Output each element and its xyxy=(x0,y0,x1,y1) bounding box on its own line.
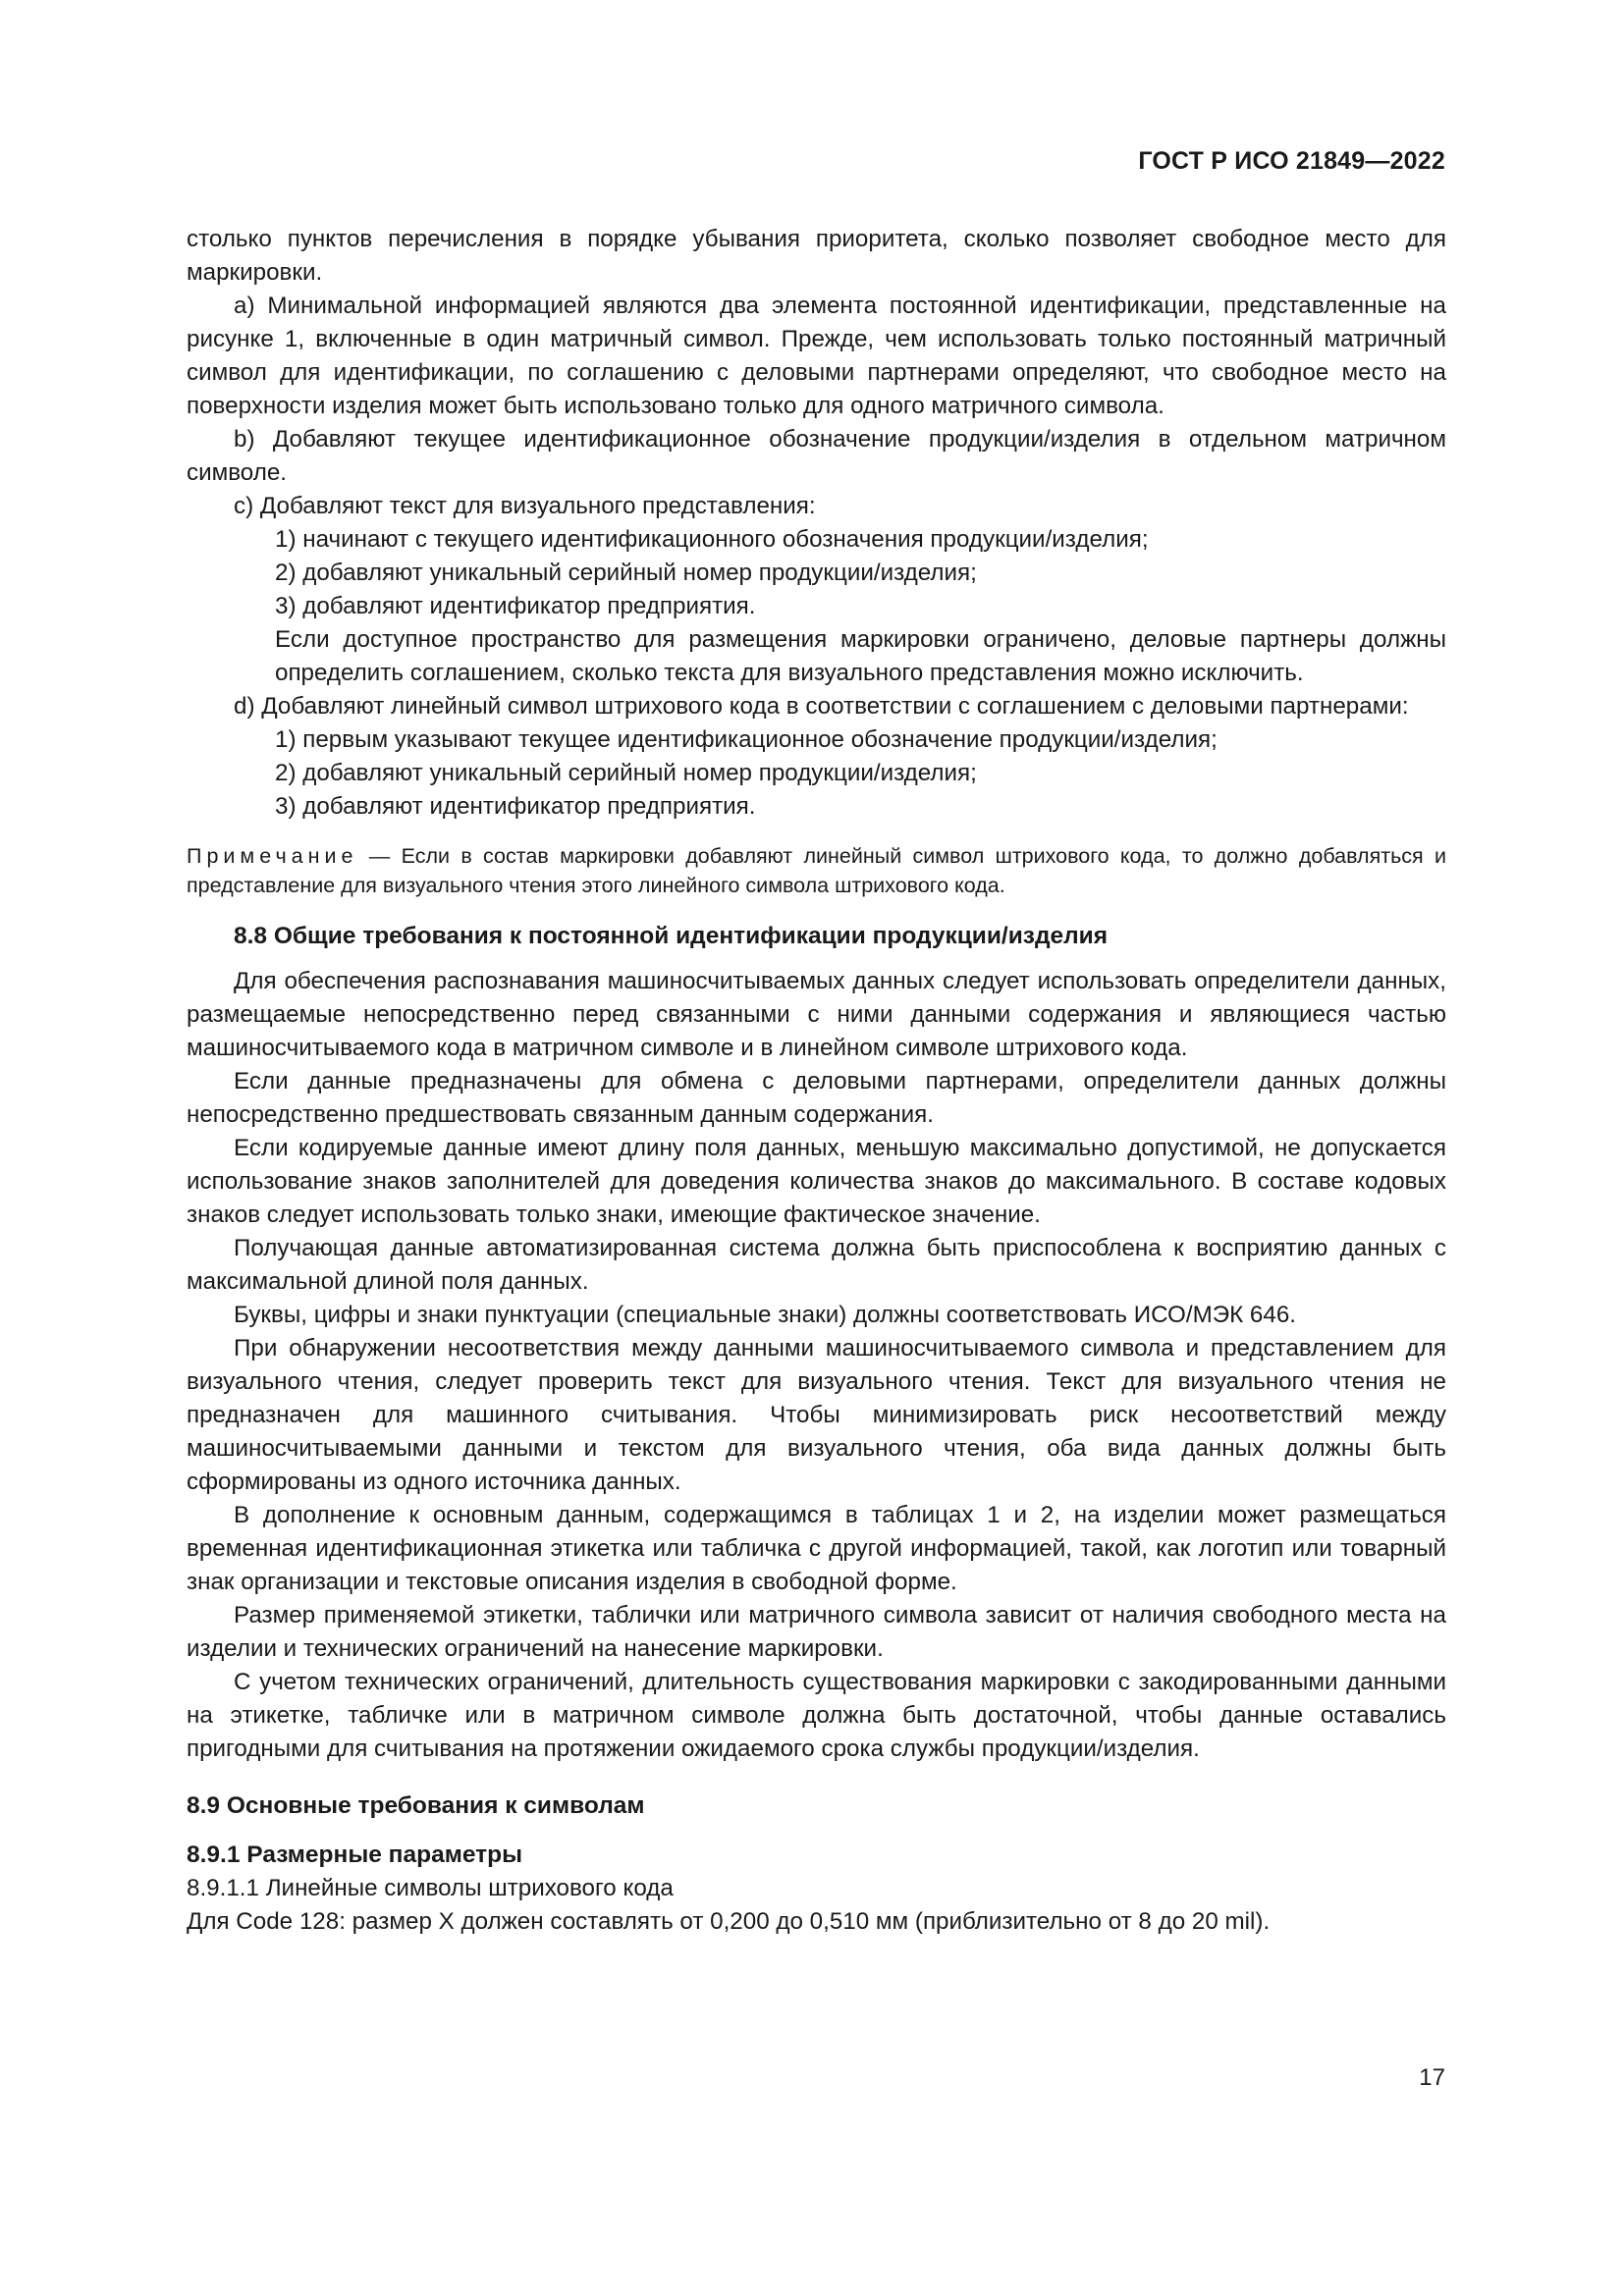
section-8-9-1-title: 8.9.1 Размерные параметры xyxy=(187,1842,523,1868)
section-8-8-paragraph-7: В дополнение к основным данным, содержащимся в таблицах 1 и 2, на изделии может размещаться временная идентификационная этикетка или табличка с другой информацией, такой, как логотип или товарный знак организации и текстовые описания изделия в свободной форме. xyxy=(187,1502,1446,1595)
list-item-d-3: 3) добавляют идентификатор предприятия. xyxy=(275,793,756,820)
section-8-8-paragraph-6: При обнаружении несоответствия между данными машиносчитываемого символа и представлением для визуального чтения, следует проверить текст для визуального чтения. Текст для визуального чтения не предназначен для машинного считывания. Чтобы минимизировать риск несоответствий между машиносчитываемыми данными и текстом для визуального чтения, оба вида данных должны быть сформированы из одного источника данных. xyxy=(187,1335,1446,1495)
list-item-d-2: 2) добавляют уникальный серийный номер продукции/изделия; xyxy=(275,760,977,786)
section-8-8-paragraph-2: Если данные предназначены для обмена с деловыми партнерами, определители данных должны непосредственно предшествовать связанным данным содержания. xyxy=(187,1068,1446,1128)
note-paragraph xyxy=(187,841,1446,900)
section-8-8-paragraph-4: Получающая данные автоматизированная система должна быть приспособлена к восприятию данных с максимальной длиной поля данных. xyxy=(187,1235,1446,1295)
page-content xyxy=(187,223,1446,1939)
list-item-c-1: 1) начинают с текущего идентификационного обозначения продукции/изделия; xyxy=(275,526,1149,553)
note-text: — Если в состав маркировки добавляют линейный символ штрихового кода, то должно добавляться и представление для визуального чтения этого линейного символа штрихового кода. xyxy=(187,844,1446,897)
note-label: Примечание xyxy=(187,844,358,868)
list-item-c-note: Если доступное пространство для размещения маркировки ограничено, деловые партнеры должны определить соглашением, сколько текста для визуального представления можно исключить. xyxy=(275,626,1446,686)
list-item-d-1: 1) первым указывают текущее идентификационное обозначение продукции/изделия; xyxy=(275,726,1218,753)
section-8-8-paragraph-1: Для обеспечения распознавания машиносчитываемых данных следует использовать определители данных, размещаемые непосредственно перед связанными с ними данными содержания и являющиеся частью машиносчитываемого кода в матричном символе и в линейном символе штрихового кода. xyxy=(187,968,1446,1061)
section-8-8-paragraph-8: Размер применяемой этикетки, таблички или матричного символа зависит от наличия свободного места на изделии и технических ограничений на нанесение маркировки. xyxy=(187,1602,1446,1662)
page-number: 17 xyxy=(1419,2064,1445,2091)
intro-paragraph: столько пунктов перечисления в порядке убывания приоритета, сколько позволяет свободное место для маркировки. xyxy=(187,226,1446,286)
section-8-8-paragraph-3: Если кодируемые данные имеют длину поля данных, меньшую максимально допустимой, не допускается использование знаков заполнителей для доведения количества знаков до максимального. В составе кодовых знаков следует использовать только знаки, имеющие фактическое значение. xyxy=(187,1135,1446,1228)
section-8-8-paragraph-5: Буквы, цифры и знаки пунктуации (специальные знаки) должны соответствовать ИСО/МЭК 646. xyxy=(234,1302,1296,1328)
section-8-9-title: 8.9 Основные требования к символам xyxy=(187,1792,645,1819)
list-item-c-2: 2) добавляют уникальный серийный номер продукции/изделия; xyxy=(275,560,977,586)
section-8-8-paragraph-9: С учетом технических ограничений, длительность существования маркировки с закодированными данными на этикетке, табличке или в матричном символе должна быть достаточной, чтобы данные оставались пригодными для считывания на протяжении ожидаемого срока службы продукции/изделия. xyxy=(187,1669,1446,1762)
section-8-8-title: 8.8 Общие требования к постоянной идентификации продукции/изделия xyxy=(234,923,1109,949)
clause-8-9-1-1: 8.9.1.1 Линейные символы штрихового кода xyxy=(187,1875,674,1901)
list-item-c: c) Добавляют текст для визуального представления: xyxy=(234,493,816,519)
list-item-a: a) Минимальной информацией являются два элемента постоянной идентификации, представленные на рисунке 1, включенные в один матричный символ. Прежде, чем использовать только постоянный матричный символ для идентификации, по соглашению с деловыми партнерами определяют, что свободное место на поверхности изделия может быть использовано только для одного матричного символа. xyxy=(187,293,1446,419)
clause-8-9-1-1-text: Для Code 128: размер X должен составлять от 0,200 до 0,510 мм (приблизительно от 8 до 20 mil). xyxy=(187,1908,1271,1935)
list-item-b: b) Добавляют текущее идентификационное обозначение продукции/изделия в отдельном матричном символе. xyxy=(187,426,1446,486)
document-standard-header: ГОСТ Р ИСО 21849—2022 xyxy=(1138,147,1445,175)
list-item-c-3: 3) добавляют идентификатор предприятия. xyxy=(275,593,756,619)
list-item-d: d) Добавляют линейный символ штрихового кода в соответствии с соглашением с деловыми партнерами: xyxy=(234,693,1409,720)
